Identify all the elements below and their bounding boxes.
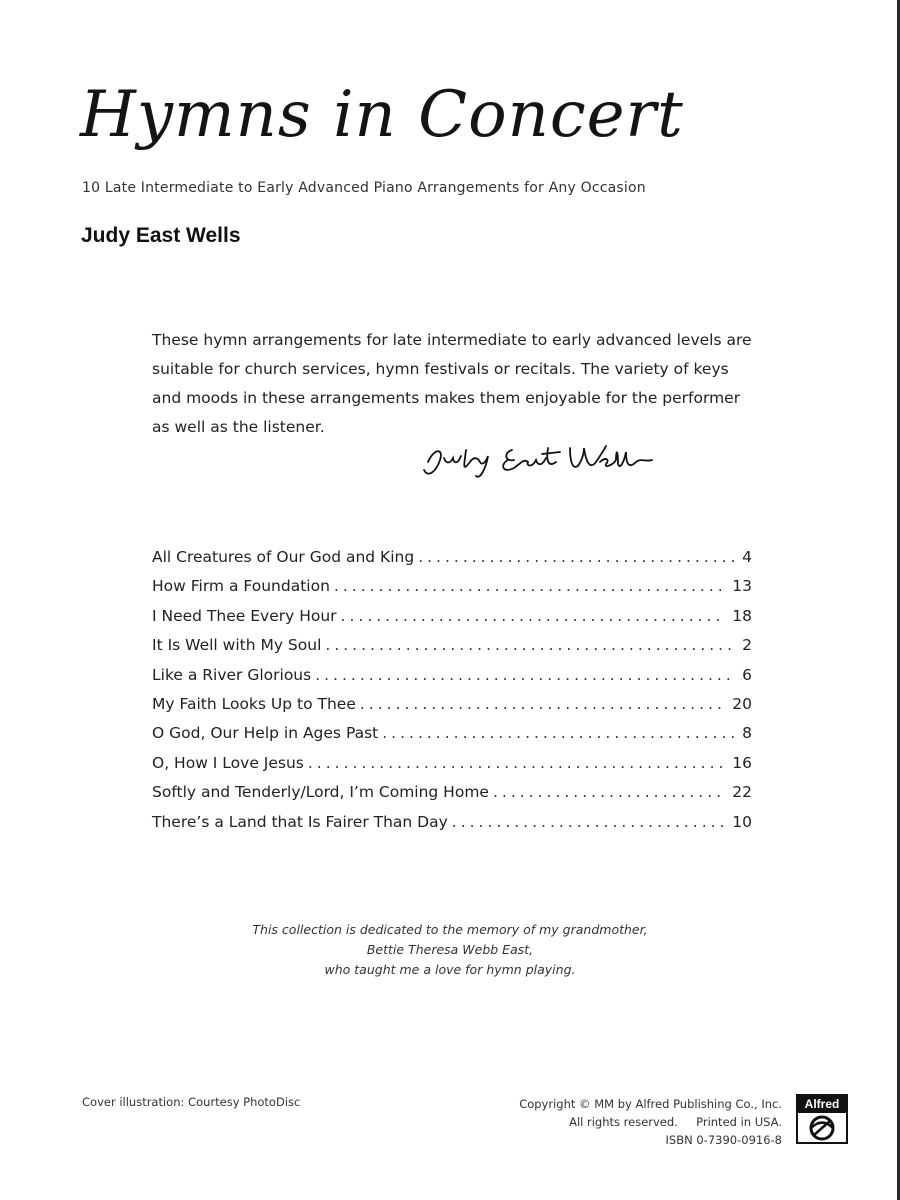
dedication-line: Bettie Theresa Webb East, — [366, 942, 534, 957]
toc-page: 10 — [732, 812, 752, 831]
rights-line: All rights reserved. Printed in USA. — [569, 1115, 782, 1129]
toc-item — [152, 724, 752, 753]
publisher-logo — [796, 1094, 848, 1144]
toc-leader — [360, 695, 726, 713]
toc-page: 2 — [742, 636, 752, 655]
toc-page: 20 — [732, 694, 752, 713]
book-title: Hymns in Concert — [80, 78, 684, 152]
toc-leader — [382, 724, 736, 742]
toc-leader — [325, 636, 736, 654]
isbn-line: ISBN 0-7390-0916-8 — [665, 1133, 782, 1147]
publisher-logo-icon — [802, 1115, 842, 1141]
toc-item — [152, 666, 752, 695]
toc-title: My Faith Looks Up to Thee — [152, 694, 356, 713]
toc-title: It Is Well with My Soul — [152, 636, 322, 655]
toc-leader — [493, 783, 726, 801]
book-subtitle: 10 Late Intermediate to Early Advanced Piano Arrangements for Any Occasion — [82, 180, 646, 196]
toc-leader — [452, 813, 727, 831]
toc-page: 13 — [732, 577, 752, 596]
dedication-line: This collection is dedicated to the memory of my grandmother, — [252, 922, 648, 937]
toc-page: 22 — [732, 783, 752, 802]
author-name: Judy East Wells — [81, 224, 241, 247]
toc-item — [152, 695, 752, 724]
dedication-line: who taught me a love for hymn playing. — [324, 962, 576, 977]
toc-leader — [315, 666, 736, 684]
toc-item — [152, 577, 752, 606]
toc-leader — [341, 607, 727, 625]
toc-leader — [334, 577, 726, 595]
toc-title: All Creatures of Our God and King — [152, 548, 415, 566]
toc-title: O, How I Love Jesus — [152, 753, 304, 772]
table-of-contents — [152, 548, 752, 842]
copyright-block — [430, 1095, 782, 1149]
author-signature — [420, 440, 660, 482]
toc-item — [152, 754, 752, 783]
toc-page: 4 — [742, 548, 752, 566]
toc-item — [152, 813, 752, 842]
toc-title: How Firm a Foundation — [152, 577, 330, 596]
copyright-line: Copyright © MM by Alfred Publishing Co., Inc. — [519, 1097, 782, 1111]
toc-page: 18 — [732, 606, 752, 625]
toc-page: 16 — [732, 753, 752, 772]
cover-credit: Cover illustration: Courtesy PhotoDisc — [82, 1095, 301, 1109]
toc-title: Like a River Glorious — [152, 665, 312, 684]
dedication — [200, 920, 700, 980]
toc-title: O God, Our Help in Ages Past — [152, 724, 379, 743]
toc-title: There’s a Land that Is Fairer Than Day — [152, 812, 448, 831]
toc-page: 8 — [742, 724, 752, 743]
toc-title: I Need Thee Every Hour — [152, 606, 337, 625]
publisher-logo-text: Alfred — [798, 1096, 846, 1113]
toc-item — [152, 548, 752, 577]
intro-paragraph: These hymn arrangements for late intermediate to early advanced levels are suitable for church services, hymn festivals or recitals. The variety of keys and moods in these arrangements makes them enjoyable for the performer as well as the listener. — [152, 331, 752, 436]
toc-page: 6 — [742, 665, 752, 684]
toc-item — [152, 783, 752, 812]
toc-leader — [308, 754, 726, 772]
toc-item — [152, 636, 752, 665]
toc-title: Softly and Tenderly/Lord, I’m Coming Home — [152, 783, 489, 802]
toc-leader — [418, 548, 736, 566]
toc-item — [152, 607, 752, 636]
